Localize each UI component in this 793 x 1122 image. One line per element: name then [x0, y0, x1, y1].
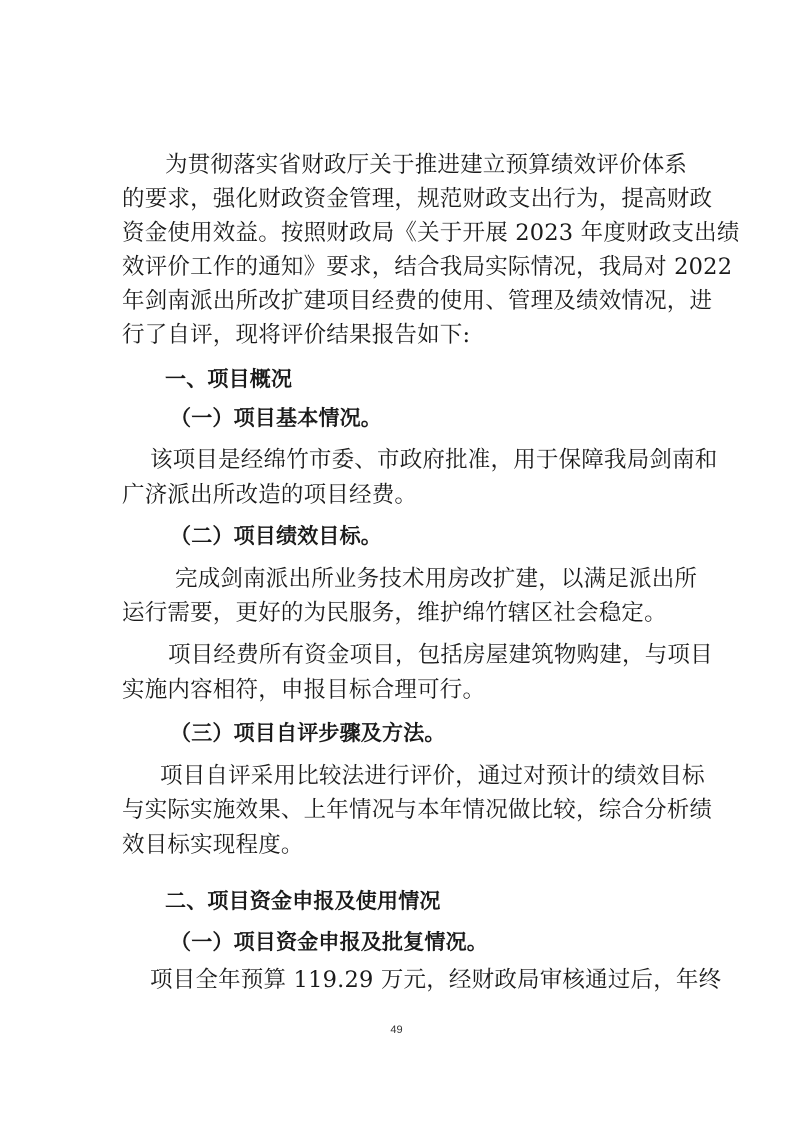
paragraph-line: 与实际实施效果、上年情况与本年情况做比较，综合分析绩 — [122, 797, 713, 823]
subsection-heading: （二）项目绩效目标。 — [170, 524, 382, 548]
paragraph-line: 效目标实现程度。 — [122, 832, 304, 858]
paragraph-line: 行了自评，现将评价结果报告如下: — [122, 322, 471, 348]
paragraph-line: 资金使用效益。按照财政局《关于开展 2023 年度财政支出绩 — [122, 220, 740, 246]
page-number: 49 — [390, 1024, 403, 1036]
paragraph-line: 为贯彻落实省财政厅关于推进建立预算绩效评价体系 — [165, 152, 688, 178]
paragraph-line: 该项目是经绵竹市委、市政府批准，用于保障我局剑南和 — [150, 447, 718, 473]
paragraph-line: 项目自评采用比较法进行评价，通过对预计的绩效目标 — [160, 763, 705, 789]
paragraph-line: 效评价工作的通知》要求，结合我局实际情况，我局对 2022 — [122, 254, 733, 280]
paragraph-line: 运行需要，更好的为民服务，维护绵竹辖区社会稳定。 — [122, 600, 667, 626]
paragraph-line: 广济派出所改造的项目经费。 — [122, 482, 418, 508]
paragraph-line: 实施内容相符，申报目标合理可行。 — [122, 677, 486, 703]
subsection-heading: （一）项目资金申报及批复情况。 — [170, 930, 488, 954]
section-heading: 二、项目资金申报及使用情况 — [165, 889, 441, 913]
paragraph-line: 年剑南派出所改扩建项目经费的使用、管理及绩效情况，进 — [122, 288, 713, 314]
paragraph-line: 的要求，强化财政资金管理，规范财政支出行为，提高财政 — [122, 186, 713, 212]
subsection-heading: （三）项目自评步骤及方法。 — [170, 721, 446, 745]
section-heading: 一、项目概况 — [165, 367, 293, 391]
paragraph-line: 项目全年预算 119.29 万元，经财政局审核通过后，年终 — [150, 967, 722, 993]
subsection-heading: （一）项目基本情况。 — [170, 406, 382, 430]
paragraph-line: 完成剑南派出所业务技术用房改扩建，以满足派出所 — [175, 566, 698, 592]
paragraph-line: 项目经费所有资金项目，包括房屋建筑物购建，与项目 — [168, 642, 713, 668]
